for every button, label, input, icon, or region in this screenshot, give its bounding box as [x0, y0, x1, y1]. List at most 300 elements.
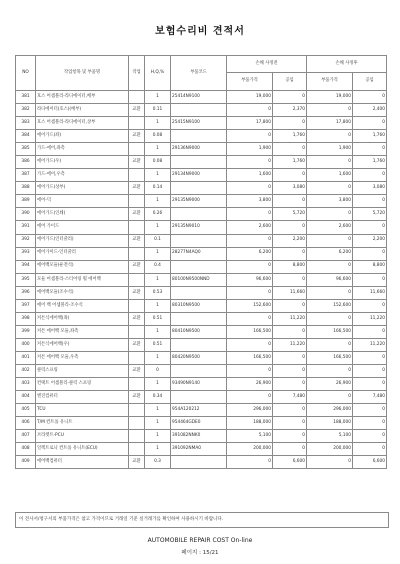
cell-parts-price-after: 26,900: [307, 378, 353, 391]
cell-parts-price-after: 0: [307, 104, 353, 117]
cell-hqty: 1: [145, 143, 171, 156]
cell-item: TCU: [36, 404, 129, 417]
cell-parts-price-before: 0: [227, 104, 273, 117]
cell-no: 407: [16, 430, 36, 443]
table-row: [16, 312, 387, 325]
cell-labor-after: 0: [353, 378, 387, 391]
table-row: [16, 325, 387, 338]
cell-no: 384: [16, 130, 36, 143]
cell-labor-before: 0: [273, 273, 307, 286]
cell-item: 호스 어셈블리-라디에이터,상부: [36, 117, 129, 130]
cell-labor-before: 0: [273, 91, 307, 104]
cell-parts-price-before: 0: [227, 338, 273, 351]
cell-part-code: 954A120212: [171, 404, 227, 417]
cell-parts-price-after: 17,800: [307, 117, 353, 130]
cell-labor-after: 0: [353, 430, 387, 443]
cell-work: 교환: [129, 286, 145, 299]
cell-parts-price-after: 0: [307, 234, 353, 247]
cell-no: 394: [16, 260, 36, 273]
cell-item: 에어가드(인터쿨러): [36, 234, 129, 247]
header-labor-after: 공임: [353, 73, 387, 91]
footer-brand: AUTOMOBILE REPAIR COST On-line: [147, 537, 253, 544]
cell-parts-price-before: 0: [227, 286, 273, 299]
cell-parts-price-after: 96,600: [307, 273, 353, 286]
cell-labor-before: 0: [273, 378, 307, 391]
cell-parts-price-after: 2,600: [307, 221, 353, 234]
cell-labor-before: 0: [273, 443, 307, 456]
cell-labor-before: 1,760: [273, 130, 307, 143]
header-labor-before: 공임: [273, 73, 307, 91]
cell-hqty: 0.26: [145, 208, 171, 221]
cell-parts-price-before: 3,800: [227, 195, 273, 208]
cell-parts-price-after: 188,000: [307, 417, 353, 430]
cell-labor-after: 0: [353, 169, 387, 182]
cell-no: 397: [16, 299, 36, 312]
cell-part-code: [171, 286, 227, 299]
cell-labor-after: 5,720: [353, 208, 387, 221]
cell-work: [129, 430, 145, 443]
cell-hqty: 1: [145, 299, 171, 312]
cell-labor-after: 0: [353, 117, 387, 130]
cell-no: 390: [16, 208, 36, 221]
cell-parts-price-after: 0: [307, 182, 353, 195]
cell-parts-price-after: 200,000: [307, 443, 353, 456]
cell-no: 389: [16, 195, 36, 208]
cell-hqty: 1: [145, 91, 171, 104]
cell-work: [129, 299, 145, 312]
cell-part-code: 25414N9100: [171, 91, 227, 104]
cell-part-code: [171, 260, 227, 273]
cell-hqty: 1: [145, 117, 171, 130]
cell-item: 에어가드(인쇄): [36, 208, 129, 221]
cell-labor-before: 0: [273, 247, 307, 260]
cell-part-code: [171, 208, 227, 221]
cell-labor-before: 0: [273, 364, 307, 377]
header-hqty: H,Q,%: [145, 56, 171, 91]
cell-work: 교환: [129, 208, 145, 221]
table-row: [16, 456, 387, 469]
cell-hqty: 1: [145, 417, 171, 430]
cell-parts-price-after: 0: [307, 338, 353, 351]
cell-item: 커튼식에어백(좌): [36, 312, 129, 325]
cell-no: 391: [16, 221, 36, 234]
table-row: [16, 273, 387, 286]
cell-item: 커튼 에어백 모듈,좌측: [36, 325, 129, 338]
cell-no: 399: [16, 325, 36, 338]
cell-no: 385: [16, 143, 36, 156]
cell-hqty: 0.08: [145, 130, 171, 143]
cell-parts-price-before: 6,200: [227, 247, 273, 260]
cell-work: [129, 378, 145, 391]
cell-labor-after: 0: [353, 299, 387, 312]
cell-hqty: 0.3: [145, 456, 171, 469]
cell-hqty: 0.1: [145, 234, 171, 247]
estimate-rows: [16, 91, 387, 469]
cell-parts-price-before: 296,000: [227, 404, 273, 417]
cell-parts-price-before: 1,600: [227, 169, 273, 182]
cell-parts-price-after: 296,000: [307, 404, 353, 417]
cell-part-code: 25415N9100: [171, 117, 227, 130]
cell-part-code: 29135N9000: [171, 195, 227, 208]
cell-parts-price-after: 0: [307, 312, 353, 325]
table-row: [16, 338, 387, 351]
cell-hqty: 0.14: [145, 182, 171, 195]
cell-part-code: [171, 312, 227, 325]
table-row: [16, 143, 387, 156]
table-row: [16, 247, 387, 260]
cell-labor-after: 1,760: [353, 130, 387, 143]
cell-hqty: 1: [145, 351, 171, 364]
cell-parts-price-after: 0: [307, 456, 353, 469]
cell-item: 클럭스프링: [36, 364, 129, 377]
cell-parts-price-before: 152,600: [227, 299, 273, 312]
cell-no: 403: [16, 378, 36, 391]
cell-hqty: 0.08: [145, 156, 171, 169]
cell-no: 409: [16, 456, 36, 469]
cell-parts-price-before: 0: [227, 182, 273, 195]
cell-labor-before: 0: [273, 351, 307, 364]
cell-labor-after: 0: [353, 195, 387, 208]
cell-labor-after: 0: [353, 417, 387, 430]
table-row: [16, 104, 387, 117]
cell-part-code: 80410N9500: [171, 325, 227, 338]
header-code: 부품코드: [171, 56, 227, 91]
cell-labor-after: 11,220: [353, 312, 387, 325]
cell-labor-before: 0: [273, 325, 307, 338]
cell-part-code: 29135N9010: [171, 221, 227, 234]
table-row: [16, 404, 387, 417]
cell-no: 406: [16, 417, 36, 430]
table-row: [16, 221, 387, 234]
cell-parts-price-before: 0: [227, 156, 273, 169]
cell-work: 교환: [129, 312, 145, 325]
cell-item: 가드-에어,우측: [36, 169, 129, 182]
header-group-before: 손해 사정전: [227, 56, 307, 73]
cell-no: 398: [16, 312, 36, 325]
cell-labor-after: 11,220: [353, 338, 387, 351]
cell-hqty: 0.4: [145, 260, 171, 273]
table-row: [16, 130, 387, 143]
cell-part-code: 29134N9000: [171, 169, 227, 182]
cell-parts-price-before: 0: [227, 208, 273, 221]
table-row: [16, 260, 387, 273]
cell-parts-price-after: 152,600: [307, 299, 353, 312]
cell-parts-price-after: 0: [307, 286, 353, 299]
header-group-after: 손해 사정후: [307, 56, 387, 73]
cell-labor-after: 0: [353, 143, 387, 156]
header-work: 작업: [129, 56, 145, 91]
table-row: [16, 182, 387, 195]
cell-part-code: 391082NNK0: [171, 430, 227, 443]
cell-no: 401: [16, 351, 36, 364]
cell-labor-before: 11,220: [273, 338, 307, 351]
cell-work: 교환: [129, 130, 145, 143]
document-title: 보험수리비 견적서: [155, 26, 245, 37]
cell-no: 387: [16, 169, 36, 182]
cell-item: 에어가드(좌): [36, 130, 129, 143]
cell-labor-after: 0: [353, 404, 387, 417]
cell-parts-price-after: 0: [307, 260, 353, 273]
cell-work: [129, 143, 145, 156]
estimate-table: [15, 55, 387, 469]
cell-labor-before: 0: [273, 195, 307, 208]
cell-no: 404: [16, 391, 36, 404]
cell-item: 에어 백 어셈블리-조수석: [36, 299, 129, 312]
cell-parts-price-before: 0: [227, 391, 273, 404]
cell-labor-before: 11,220: [273, 312, 307, 325]
cell-item: 브라켓트-PCU: [36, 430, 129, 443]
cell-no: 405: [16, 404, 36, 417]
cell-parts-price-after: 0: [307, 364, 353, 377]
cell-labor-before: 2,200: [273, 234, 307, 247]
cell-labor-after: 0: [353, 351, 387, 364]
cell-work: [129, 443, 145, 456]
cell-parts-price-before: 0: [227, 234, 273, 247]
cell-parts-price-after: 166,500: [307, 325, 353, 338]
table-row: [16, 91, 387, 104]
cell-part-code: 93490N9140: [171, 378, 227, 391]
cell-hqty: 0.51: [145, 312, 171, 325]
cell-parts-price-before: 0: [227, 456, 273, 469]
cell-parts-price-before: 1,900: [227, 143, 273, 156]
cell-part-code: 80310N9500: [171, 299, 227, 312]
cell-labor-after: 0: [353, 443, 387, 456]
cell-item: 가드-에어,좌측: [36, 143, 129, 156]
cell-no: 395: [16, 273, 36, 286]
table-row: [16, 351, 387, 364]
cell-hqty: 1: [145, 325, 171, 338]
cell-part-code: [171, 156, 227, 169]
cell-item: 에어가드(우): [36, 156, 129, 169]
cell-labor-after: 3,080: [353, 182, 387, 195]
cell-labor-after: 7,480: [353, 391, 387, 404]
cell-item: 호스 어셈블리-라디에이터,배부: [36, 91, 129, 104]
cell-hqty: 0: [145, 364, 171, 377]
cell-item: 엔진컴퓨터: [36, 391, 129, 404]
cell-item: 에어 가이드: [36, 221, 129, 234]
cell-item: 커튼 에어백 모듈,우측: [36, 351, 129, 364]
cell-work: 교환: [129, 156, 145, 169]
cell-parts-price-before: 166,500: [227, 351, 273, 364]
cell-no: 393: [16, 247, 36, 260]
table-row: [16, 299, 387, 312]
cell-labor-after: 8,800: [353, 260, 387, 273]
table-row: [16, 417, 387, 430]
cell-work: [129, 221, 145, 234]
cell-hqty: 1: [145, 404, 171, 417]
table-row: [16, 443, 387, 456]
cell-labor-after: 1,760: [353, 156, 387, 169]
cell-parts-price-before: 26,900: [227, 378, 273, 391]
cell-labor-before: 2,370: [273, 104, 307, 117]
cell-no: 382: [16, 104, 36, 117]
cell-labor-after: 6,600: [353, 456, 387, 469]
cell-part-code: [171, 130, 227, 143]
cell-part-code: [171, 234, 227, 247]
table-row: [16, 195, 387, 208]
cell-hqty: 0.53: [145, 286, 171, 299]
cell-labor-before: 0: [273, 430, 307, 443]
cell-parts-price-after: 5,100: [307, 430, 353, 443]
cell-item: 에어백모듈(조수석): [36, 286, 129, 299]
cell-parts-price-after: 0: [307, 391, 353, 404]
cell-work: 교환: [129, 104, 145, 117]
cell-parts-price-after: 0: [307, 130, 353, 143]
cell-parts-price-before: 188,000: [227, 417, 273, 430]
cell-item: 일렉트로닉 컨트롤 유니트(ECU): [36, 443, 129, 456]
cell-item: 모듈 어셈블리-스티어링 휠 에어백: [36, 273, 129, 286]
cell-part-code: [171, 104, 227, 117]
cell-labor-before: 3,080: [273, 182, 307, 195]
cell-item: T/M 컨트롤 유니트: [36, 417, 129, 430]
cell-hqty: 1: [145, 430, 171, 443]
cell-no: 386: [16, 156, 36, 169]
cell-labor-before: 0: [273, 117, 307, 130]
cell-hqty: 0.11: [145, 104, 171, 117]
cell-labor-before: 0: [273, 404, 307, 417]
cell-labor-after: 0: [353, 325, 387, 338]
cell-item: 에어백모듈(운전석): [36, 260, 129, 273]
cell-item: 라디에이터(호스)(배부): [36, 104, 129, 117]
cell-labor-before: 0: [273, 221, 307, 234]
cell-hqty: 1: [145, 169, 171, 182]
cell-work: 교환: [129, 260, 145, 273]
cell-hqty: 0.34: [145, 391, 171, 404]
table-row: [16, 117, 387, 130]
cell-labor-before: 6,600: [273, 456, 307, 469]
table-row: [16, 378, 387, 391]
cell-item: 컨택트 어셈블리-클럭 스프링: [36, 378, 129, 391]
cell-work: 교환: [129, 182, 145, 195]
cell-no: 402: [16, 364, 36, 377]
cell-labor-after: 0: [353, 273, 387, 286]
cell-hqty: 1: [145, 221, 171, 234]
cell-parts-price-after: 3,800: [307, 195, 353, 208]
header-parts-price-before: 부품가격: [227, 73, 273, 91]
cell-parts-price-before: 2,600: [227, 221, 273, 234]
cell-work: [129, 273, 145, 286]
cell-work: [129, 169, 145, 182]
cell-hqty: 1: [145, 378, 171, 391]
cell-labor-after: 0: [353, 364, 387, 377]
cell-part-code: 80420N9500: [171, 351, 227, 364]
cell-part-code: 29136N9000: [171, 143, 227, 156]
cell-parts-price-before: 19,000: [227, 91, 273, 104]
price-note: 이 견사서/청구서의 부품가격은 참고 가격이므로 거래일 기준 실거래가를 확인하여 사용하시기 바랍니다.: [15, 512, 389, 528]
header-parts-price-after: 부품가격: [307, 73, 353, 91]
cell-no: 396: [16, 286, 36, 299]
cell-labor-before: 1,760: [273, 156, 307, 169]
cell-parts-price-before: 0: [227, 260, 273, 273]
cell-work: 교환: [129, 234, 145, 247]
cell-part-code: 80100N9500NND: [171, 273, 227, 286]
cell-no: 408: [16, 443, 36, 456]
cell-labor-after: 0: [353, 247, 387, 260]
cell-parts-price-before: 17,800: [227, 117, 273, 130]
cell-part-code: 954464GDE0: [171, 417, 227, 430]
cell-part-code: 28277N4AQ0: [171, 247, 227, 260]
cell-labor-before: 5,720: [273, 208, 307, 221]
cell-parts-price-before: 0: [227, 312, 273, 325]
cell-parts-price-before: 166,500: [227, 325, 273, 338]
cell-item: 에어가드(상부): [36, 182, 129, 195]
cell-work: 교환: [129, 338, 145, 351]
cell-labor-after: 0: [353, 91, 387, 104]
cell-parts-price-before: 0: [227, 364, 273, 377]
table-row: [16, 391, 387, 404]
cell-work: [129, 351, 145, 364]
cell-parts-price-before: 5,100: [227, 430, 273, 443]
cell-labor-after: 2,200: [353, 234, 387, 247]
cell-labor-after: 0: [353, 221, 387, 234]
table-row: [16, 169, 387, 182]
cell-parts-price-after: 19,000: [307, 91, 353, 104]
cell-parts-price-after: 1,600: [307, 169, 353, 182]
cell-work: [129, 325, 145, 338]
cell-no: 388: [16, 182, 36, 195]
cell-labor-before: 0: [273, 169, 307, 182]
cell-parts-price-after: 166,500: [307, 351, 353, 364]
cell-hqty: 1: [145, 247, 171, 260]
cell-parts-price-before: 0: [227, 130, 273, 143]
cell-parts-price-after: 1,900: [307, 143, 353, 156]
cell-work: 교환: [129, 364, 145, 377]
cell-labor-after: 11,660: [353, 286, 387, 299]
cell-hqty: 1: [145, 195, 171, 208]
cell-labor-before: 8,800: [273, 260, 307, 273]
cell-item: 에어-덕: [36, 195, 129, 208]
cell-labor-before: 0: [273, 299, 307, 312]
cell-part-code: [171, 456, 227, 469]
footer-page-number: 페이지 : 15/21: [181, 550, 219, 556]
cell-work: [129, 195, 145, 208]
cell-work: 교환: [129, 391, 145, 404]
cell-item: 커튼식에어백(우): [36, 338, 129, 351]
cell-part-code: [171, 182, 227, 195]
cell-part-code: [171, 391, 227, 404]
cell-work: [129, 247, 145, 260]
cell-parts-price-after: 0: [307, 208, 353, 221]
cell-part-code: [171, 364, 227, 377]
table-row: [16, 234, 387, 247]
cell-part-code: 391092NMA0: [171, 443, 227, 456]
cell-hqty: 1: [145, 273, 171, 286]
table-row: [16, 208, 387, 221]
cell-work: [129, 91, 145, 104]
cell-part-code: [171, 338, 227, 351]
cell-work: [129, 417, 145, 430]
cell-work: 교환: [129, 456, 145, 469]
table-row: [16, 156, 387, 169]
cell-parts-price-after: 0: [307, 156, 353, 169]
cell-item: 에어가이드-인터쿨러: [36, 247, 129, 260]
cell-no: 381: [16, 91, 36, 104]
cell-labor-before: 7,480: [273, 391, 307, 404]
table-row: [16, 430, 387, 443]
cell-labor-before: 0: [273, 417, 307, 430]
cell-no: 400: [16, 338, 36, 351]
cell-labor-before: 0: [273, 143, 307, 156]
cell-labor-before: 11,660: [273, 286, 307, 299]
cell-no: 383: [16, 117, 36, 130]
cell-parts-price-after: 6,200: [307, 247, 353, 260]
cell-work: [129, 404, 145, 417]
cell-work: [129, 117, 145, 130]
header-no: NO: [16, 56, 36, 91]
header-item: 작업항목 및 부품명: [36, 56, 129, 91]
cell-hqty: 0.51: [145, 338, 171, 351]
cell-hqty: 1: [145, 443, 171, 456]
